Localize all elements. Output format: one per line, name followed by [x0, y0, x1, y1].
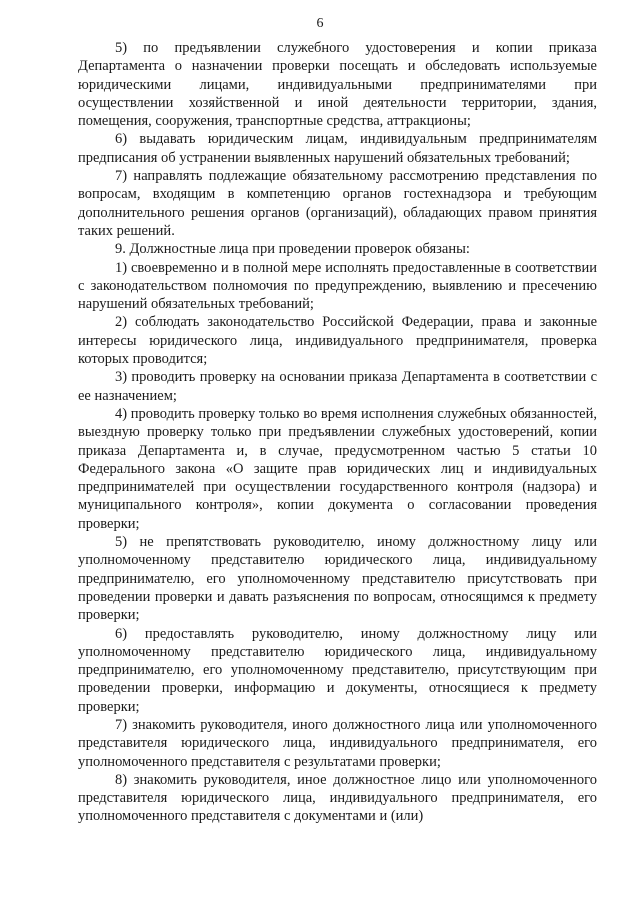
paragraph-duty-8: 8) знакомить руководителя, иное должностное лицо или уполномоченного представителя юридического лица, индивидуального предпринимателя, его уполномоченного представителя с документами и (или) — [78, 771, 597, 825]
document-body — [78, 39, 597, 826]
paragraph-item-7-send-representations: 7) направлять подлежащие обязательному рассмотрению представления по вопросам, входящим в компетенцию органов гостехнадзора и требующим дополнительного решения органов (организаций), обладающих правом принятия таких решений. — [78, 168, 597, 239]
paragraph-section-9-heading: 9. Должностные лица при проведении проверок обязаны: — [115, 241, 470, 258]
paragraph-duty-1: 1) своевременно и в полной мере исполнять предоставленные в соответствии с законодательством полномочия по предупреждению, выявлению и пресечению нарушений обязательных требований; — [78, 259, 597, 313]
paragraph-item-5-inspect-premises: 5) по предъявлении служебного удостоверения и копии приказа Департамента о назначении проверки посещать и обследовать используемые юридическими лицами, индивидуальными предпринимателями при осуществлении хозяйственной и иной деятельности территории, здания, помещения, сооружения, транспортные средства, аттракционы; — [78, 40, 597, 130]
paragraph-duty-5: 5) не препятствовать руководителю, иному должностному лицу или уполномоченному представителю юридического лица, индивидуальному предпринимателю, его уполномоченному представителю присутствовать при проведении проверки и давать разъяснения по вопросам, относящимся к предмету проверки; — [78, 534, 597, 624]
paragraph-duty-2: 2) соблюдать законодательство Российской Федерации, права и законные интересы юридического лица, индивидуального предпринимателя, проверка которых проводится; — [78, 314, 597, 368]
paragraph-duty-6: 6) предоставлять руководителю, иному должностному лицу или уполномоченному представителю юридического лица, индивидуальному предпринимателю, его уполномоченному представителю, присутствующим при проведении проверки, информацию и документы, относящиеся к предмету проверки; — [78, 625, 597, 715]
paragraph-duty-7: 7) знакомить руководителя, иного должностного лица или уполномоченного представителя юридического лица, индивидуального предпринимателя, его уполномоченного представителя с результатами проверки; — [78, 716, 597, 770]
page-number: 6 — [316, 16, 324, 31]
paragraph-item-6-issue-orders: 6) выдавать юридическим лицам, индивидуальным предпринимателям предписания об устранении выявленных нарушений обязательных требований; — [78, 131, 597, 166]
paragraph-duty-4: 4) проводить проверку только во время исполнения служебных обязанностей, выездную проверку только при предъявлении служебных удостоверений, копии приказа Департамента и, в случае, предусмотренном частью 5 статьи 10 Федерального закона «О защите прав юридических лиц и индивидуальных предпринимателей при осуществлении государственного контроля (надзора) и муниципального контроля», копии документа о согласовании проведения проверки; — [78, 405, 597, 532]
paragraph-duty-3: 3) проводить проверку на основании приказа Департамента в соответствии с ее назначением; — [78, 369, 597, 404]
